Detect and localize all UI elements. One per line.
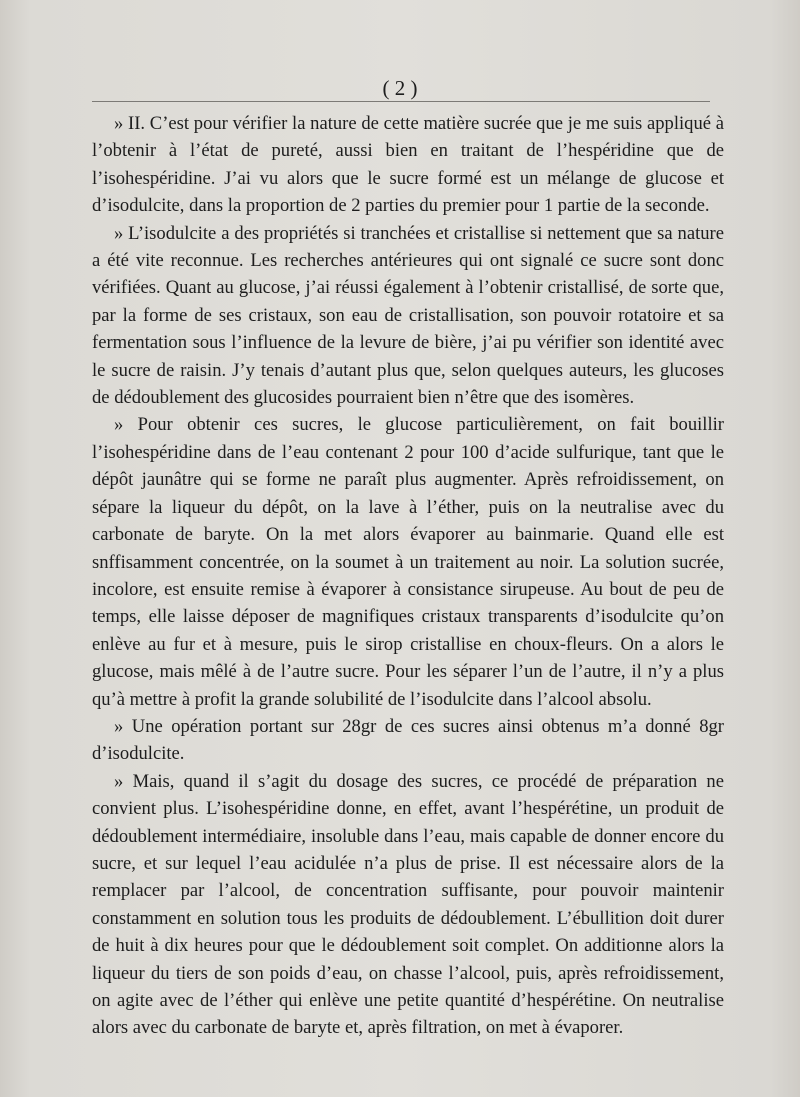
page-number: ( 2 ) [382,76,418,100]
paragraph-5: » Mais, quand il s’agit du dosage des sucres, ce procédé de préparation ne convient plus. L’isohespéridine donne, en effet, avant l’hespérétine, un produit de dédoublement intermédiaire, insoluble dans l’eau, mais capable de donner encore du sucre, et sur lequel l’eau acidulée n’a plus de prise. Il est nécessaire alors de la remplacer par l’alcool, de concentration suffisante, pour pouvoir maintenir constamment en solution tous les produits de dédoublement. L’ébullition doit durer de huit à dix heures pour que le dédoublement soit complet. On additionne alors la liqueur du tiers de son poids d’eau, on chasse l’alcool, puis, après refroidissement, on agite avec de l’éther qui enlève une petite quantité d’hespérétine. On neutralise alors avec du carbonate de baryte et, après filtration, on met à évaporer. [92,770,724,1039]
paragraph-2: » L’isodulcite a des propriétés si tranchées et cristallise si nettement que sa nature a été vite reconnue. Les recherches antérieures qui ont signalé ce sucre sont donc vérifiées. Quant au glucose, j’ai réussi également à l’obtenir cristallisé, de sorte que, par la forme de ses cristaux, son eau de cristallisation, son pouvoir rotatoire et sa fermentation sous l’influence de la levure de bière, j’ai pu vérifier son identité avec le sucre de raisin. J’y tenais d’autant plus que, selon quelques auteurs, les glucoses de dédoublement des glucosides pourraient bien n’être que des isomères. [92,222,724,409]
paragraph-4: » Une opération portant sur 28gr de ces sucres ainsi obtenus m’a donné 8gr d’isodulcite. [92,715,724,765]
paragraph-3: » Pour obtenir ces sucres, le glucose particulièrement, on fait bouillir l’isohespéridine dans de l’eau contenant 2 pour 100 d’acide sulfurique, tant que le dépôt jaunâtre qui se forme ne paraît plus augmenter. Après refroidissement, on sépare la liqueur du dépôt, on la lave à l’éther, puis on la neutralise avec du carbonate de baryte. On la met alors évaporer au bainmarie. Quand elle est snffisamment concentrée, on la soumet à un traitement au noir. La solution sucrée, incolore, est ensuite remise à évaporer à consistance sirupeuse. Au bout de peu de temps, elle laisse déposer de magnifiques cristaux transparents d’isodulcite qu’on enlève au fur et à mesure, puis le sirop cristallise en choux-fleurs. On a alors le glucose, mais mêlé à de l’autre sucre. Pour les séparer l’un de l’autre, il n’y a plus qu’à mettre à profit la grande solubilité de l’isodulcite dans l’alcool absolu. [92,414,724,710]
header-rule [92,101,710,102]
paragraph-1: » II. C’est pour vérifier la nature de cette matière sucrée que je me suis appliqué à l’obtenir à l’état de pureté, aussi bien en traitant de l’hespéridine que de l’isohespéridine. J’ai vu alors que le sucre formé est un mélange de glucose et d’isodulcite, dans la proportion de 2 parties du premier pour 1 partie de la seconde. [92,113,724,217]
body-text [92,110,724,1042]
